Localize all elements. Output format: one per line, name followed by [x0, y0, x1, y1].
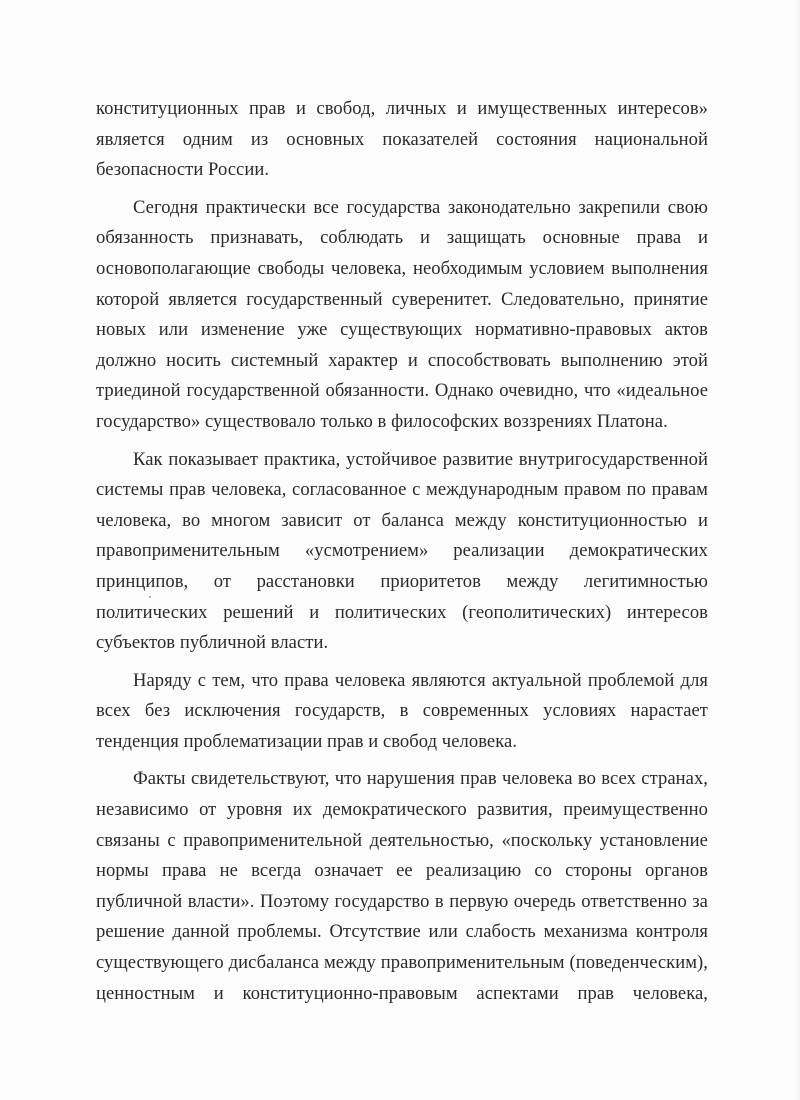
page-edge-shadow: [794, 0, 800, 1100]
paragraph-2: Сегодня практически все государства законодательно закрепили свою обязанность признавать, соблюдать и защищать основные права и основополагающие свободы человека, необходимым условием выполнения которой является государственный суверенитет. Следовательно, принятие новых или изменение уже существующих нормативно-правовых актов должно носить системный характер и способствовать выполнению этой триединой государственной обязанности. Однако очевидно, что «идеальное государство» существовало только в философских воззрениях Платона.: [96, 196, 708, 432]
paragraph-5: Факты свидетельствуют, что нарушения прав человека во всех странах, независимо от уровня их демократического развития, преимущественно связаны с правоприменительной деятельностью, «поскольку установление нормы права не всегда означает ее реализацию со стороны органов публичной власти». Поэтому государство в первую очередь ответственно за решение данной проблемы. Отсутствие или слабость механизма контроля существующего дисбаланса между правоприменительным (поведенческим), ценностным и конституционно-правовым аспектами прав человека,: [96, 768, 708, 1004]
paragraph-3: Как показывает практика, устойчивое развитие внутригосударственной системы прав человека, согласованное с международным правом по правам человека, во многом зависит от баланса между конституционностью и правоприменительным «усмотрением» реализации демократических принципов, от расстановки приоритетов между легитимностью политических решений и политических (геополитических) интересов субъектов публичной власти.: [96, 448, 708, 654]
paragraph-4: Наряду с тем, что права человека являются актуальной проблемой для всех без исключения государств, в современных условиях нарастает тенденция проблематизации прав и свобод человека.: [96, 669, 708, 752]
document-body: [96, 94, 708, 1016]
paragraph-1: конституционных прав и свобод, личных и имущественных интересов» является одним из основных показателей состояния национальной безопасности России.: [96, 98, 708, 181]
